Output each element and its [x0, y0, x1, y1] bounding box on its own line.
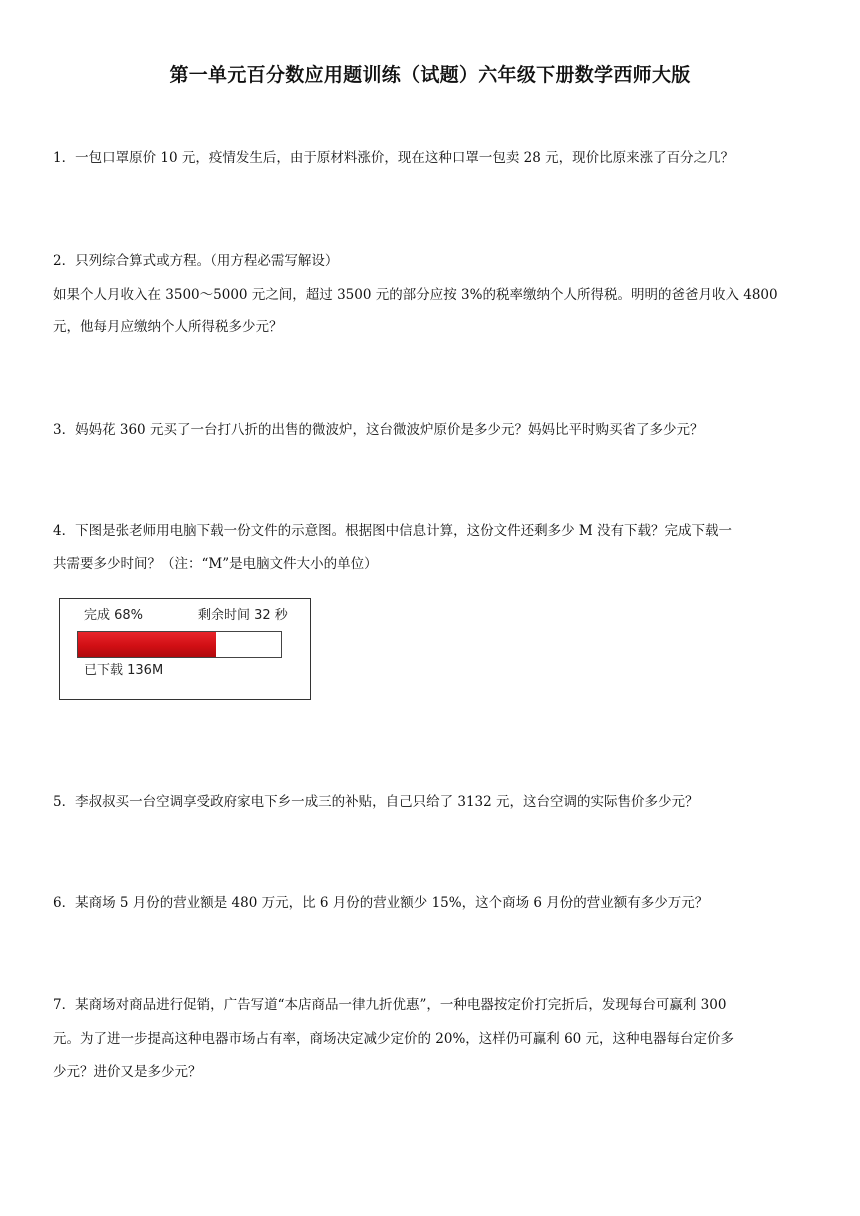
question-1-line-1: 1．一包口罩原价 10 元，疫情发生后，由于原材料涨价，现在这种口罩一包卖 28 元，现价比原来涨了百分之几？	[53, 150, 735, 166]
question-4-line-1: 4．下图是张老师用电脑下载一份文件的示意图。根据图中信息计算，这份文件还剩多少 M 没有下载？完成下载一	[53, 523, 732, 539]
question-6-line-1: 6．某商场 5 月份的营业额是 480 万元，比 6 月份的营业额少 15%，这个商场 6 月份的营业额有多少万元？	[53, 895, 709, 911]
question-2-line-1: 2．只列综合算式或方程。（用方程必需写解设）	[53, 253, 339, 269]
question-2-line-3: 元，他每月应缴纳个人所得税多少元？	[53, 319, 283, 335]
download-progress-bar	[77, 631, 282, 658]
question-5-line-1: 5．李叔叔买一台空调享受政府家电下乡一成三的补贴，自己只给了 3132 元，这台空调的实际售价多少元？	[53, 794, 699, 810]
question-4-line-2: 共需要多少时间？（注：“M”是电脑文件大小的单位）	[53, 556, 378, 572]
download-progress-figure	[59, 598, 311, 700]
page-title: 第一单元百分数应用题训练（试题）六年级下册数学西师大版	[169, 64, 691, 86]
downloaded-size-label: 已下载 136M	[84, 663, 164, 678]
question-7-line-2: 元。为了进一步提高这种电器市场占有率，商场决定减少定价的 20%，这样仍可赢利 60 元，这种电器每台定价多	[53, 1031, 735, 1047]
completed-percent-label: 完成 68%	[84, 608, 144, 623]
remaining-time-label: 剩余时间 32 秒	[198, 608, 288, 623]
question-2-line-2: 如果个人月收入在 3500～5000 元之间，超过 3500 元的部分应按 3%的税率缴纳个人所得税。明明的爸爸月收入 4800	[53, 287, 778, 303]
question-3-line-1: 3．妈妈花 360 元买了一台打八折的出售的微波炉，这台微波炉原价是多少元？妈妈比平时购买省了多少元？	[53, 422, 704, 438]
question-7-line-3: 少元？进价又是多少元？	[53, 1064, 202, 1080]
question-7-line-1: 7．某商场对商品进行促销，广告写道“本店商品一律九折优惠”，一种电器按定价打完折后，发现每台可赢利 300	[53, 997, 727, 1013]
download-progress-fill	[78, 632, 216, 657]
